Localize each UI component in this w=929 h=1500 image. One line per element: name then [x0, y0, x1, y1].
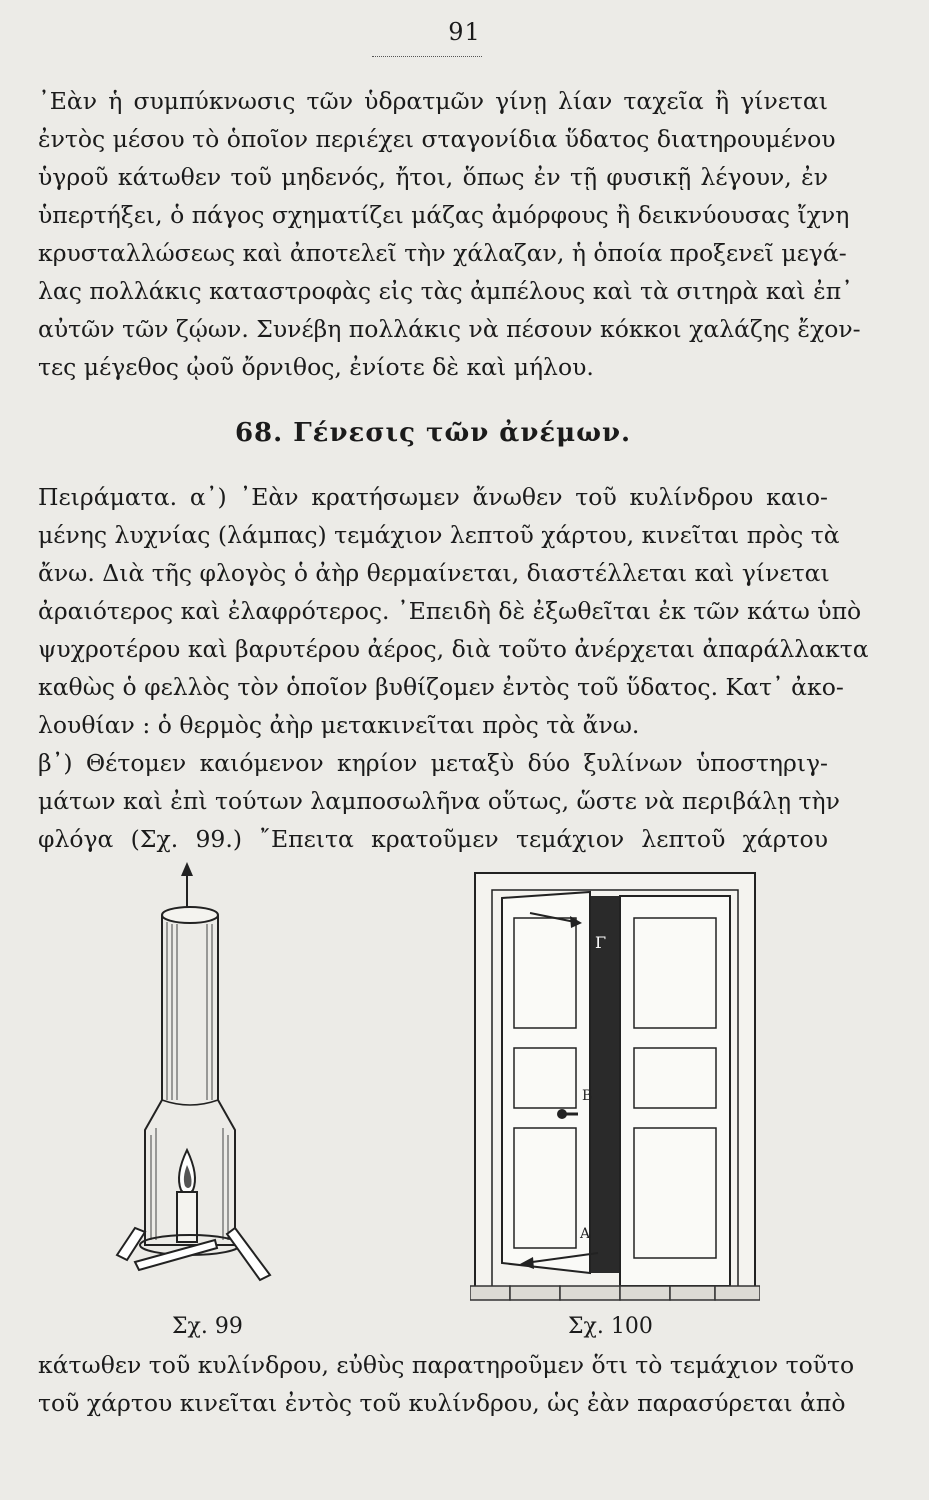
- figure-100-label-middle: Β: [582, 1088, 593, 1104]
- text-line: μένης λυχνίας (λάμπας) τεμάχιον λεπτοῦ χάρτου, κινεῖται πρὸς τὰ: [38, 521, 840, 549]
- figure-99-lamp-chimney: [95, 860, 305, 1300]
- text-line: κάτωθεν τοῦ κυλίνδρου, εὐθὺς παρατηροῦμεν ὅτι τὸ τεμάχιον τοῦτο: [38, 1351, 855, 1379]
- text-line: ᾽Εὰν ἡ συμπύκνωσις τῶν ὑδρατμῶν γίνῃ λίαν ταχεῖα ἢ γίνεται: [38, 87, 828, 115]
- text-line: καθὼς ὁ φελλὸς τὸν ὁποῖον βυθίζομεν ἐντὸς τοῦ ὕδατος. Κατ᾽ ἀκο-: [38, 673, 844, 701]
- text-line: τες μέγεθος ᾠοῦ ὄρνιθος, ἐνίοτε δὲ καὶ μήλου.: [38, 353, 594, 381]
- figure-100-label-top: Γ: [595, 933, 607, 952]
- text-line: ἐντὸς μέσου τὸ ὁποῖον περιέχει σταγονίδια ὕδατος διατηρουμένου: [38, 125, 836, 153]
- text-line: ὑπερτήξει, ὁ πάγος σχηματίζει μάζας ἀμόρφους ἢ δεικνύουσας ἴχνη: [38, 201, 850, 229]
- text-line: β᾽) Θέτομεν καιόμενον κηρίον μεταξὺ δύο ξυλίνων ὑποστηριγ-: [38, 749, 828, 777]
- text-line: ἄνω. Διὰ τῆς φλογὸς ὁ ἀὴρ θερμαίνεται, διαστέλλεται καὶ γίνεται: [38, 559, 830, 587]
- figure-100-open-door: [470, 868, 760, 1308]
- figure-100-label-bottom: Α: [580, 1226, 591, 1242]
- text-line: ψυχροτέρου καὶ βαρυτέρου ἀέρος, διὰ τοῦτο ἀνέρχεται ἀπαράλλακτα: [38, 635, 869, 663]
- text-line: ὑγροῦ κάτωθεν τοῦ μηδενός, ἤτοι, ὅπως ἐν τῇ φυσικῇ λέγουν, ἐν: [38, 163, 828, 191]
- text-line: λουθίαν : ὁ θερμὸς ἀὴρ μετακινεῖται πρὸς τὰ ἄνω.: [38, 711, 640, 739]
- text-line: φλόγα (Σχ. 99.) ῎Επειτα κρατοῦμεν τεμάχιον λεπτοῦ χάρτου: [38, 825, 828, 853]
- text-line: μάτων καὶ ἐπὶ τούτων λαμποσωλῆνα οὕτως, ὥστε νὰ περιβάλῃ τὴν: [38, 787, 840, 815]
- section-heading: 68. Γένεσις τῶν ἀνέμων.: [234, 418, 632, 448]
- text-line: αὐτῶν τῶν ζῴων. Συνέβη πολλάκις νὰ πέσουν κόκκοι χαλάζης ἔχον-: [38, 315, 861, 343]
- page-number: 91: [448, 18, 481, 46]
- text-line: Πειράματα. α᾽) ᾽Εὰν κρατήσωμεν ἄνωθεν τοῦ κυλίνδρου καιο-: [38, 483, 828, 511]
- text-line: λας πολλάκις καταστροφὰς εἰς τὰς ἀμπέλους καὶ τὰ σιτηρὰ καὶ ἐπ᾽: [38, 277, 853, 305]
- figure-99-caption: Σχ. 99: [172, 1314, 243, 1339]
- page-number-rule: [372, 56, 482, 57]
- text-line: κρυσταλλώσεως καὶ ἀποτελεῖ τὴν χάλαζαν, ἡ ὁποία προξενεῖ μεγά-: [38, 239, 847, 267]
- text-line: ἀραιότερος καὶ ἐλαφρότερος. ᾽Επειδὴ δὲ ἐξωθεῖται ἐκ τῶν κάτω ὑπὸ: [38, 597, 862, 625]
- text-line: τοῦ χάρτου κινεῖται ἐντὸς τοῦ κυλίνδρου, ὡς ἐὰν παρασύρεται ἀπὸ: [38, 1389, 846, 1417]
- figure-100-caption: Σχ. 100: [568, 1314, 653, 1339]
